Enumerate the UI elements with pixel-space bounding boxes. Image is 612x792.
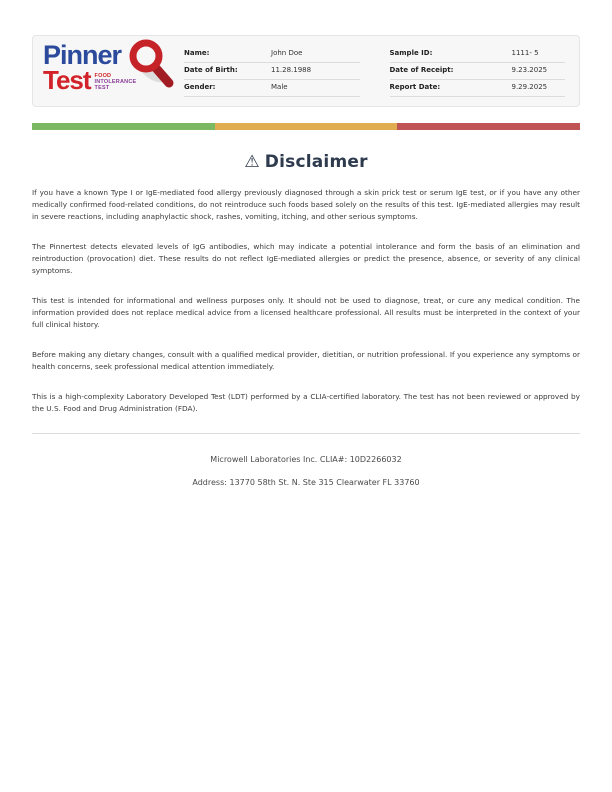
logo-word-pinner: Pinner (43, 40, 122, 70)
patient-dob-value: 11.28.1988 (271, 65, 312, 74)
magnifying-glass-icon (124, 38, 176, 94)
receipt-date-value: 9.23.2025 (511, 65, 548, 74)
sample-info-table (390, 46, 566, 97)
logo-tagline-food: FOOD (94, 73, 112, 79)
patient-gender-label: Gender: (184, 82, 216, 91)
patient-name-label: Name: (184, 48, 210, 57)
disclaimer-title-text: Disclaimer (264, 152, 368, 172)
legend-amber-segment (215, 123, 398, 130)
disclaimer-body (32, 187, 580, 415)
lab-address: Address: 13770 58th St. N. Ste 315 Clearwater FL 33760 (192, 478, 420, 487)
patient-dob-label: Date of Birth: (184, 65, 238, 74)
sample-id-value: 1111- 5 (511, 48, 539, 57)
severity-legend-bar (32, 123, 580, 130)
sample-id-row (390, 46, 566, 63)
disclaimer-heading (32, 152, 580, 172)
report-date-row (390, 80, 566, 97)
patient-name-value: John Doe (271, 48, 303, 57)
logo-tagline-test: TEST (94, 85, 110, 91)
disclaimer-paragraph-2: The Pinnertest detects elevated levels of IgG antibodies, which may indicate a potential intolerance and form the basis of an elimination and reintroduction (provocation) diet. These results do not reflect IgE-mediated allergies or predict the presence, absence, or severity of any clinical symptoms. (32, 242, 580, 275)
disclaimer-paragraph-3: This test is intended for informational and wellness purposes only. It should not be used to diagnose, treat, or cure any medical condition. The information provided does not replace medical advice from a licensed healthcare professional. All results must be interpreted in the context of your full clinical history. (32, 296, 580, 329)
lab-info: Microwell Laboratories Inc. CLIA#: 10D2266032 (210, 455, 402, 464)
warning-icon: ⚠ (244, 152, 260, 172)
legend-red-segment (397, 123, 580, 130)
report-footer (32, 455, 580, 488)
patient-info-table (184, 46, 360, 97)
disclaimer-paragraph-5: This is a high-complexity Laboratory Developed Test (LDT) performed by a CLIA-certified laboratory. The test has not been reviewed or approved by the U.S. Food and Drug Administration (FDA). (32, 392, 580, 413)
report-header (32, 35, 580, 107)
footer-divider (32, 433, 580, 434)
patient-dob-row (184, 63, 360, 80)
patient-name-row (184, 46, 360, 63)
disclaimer-paragraph-1: If you have a known Type I or IgE-mediated food allergy previously diagnosed through a skin prick test or serum IgE test, or if you have any other medically confirmed food-related conditions, do not reintroduce such foods based solely on the results of this test. IgE-mediated allergies may result in severe reactions, including anaphylactic shock, rashes, vomiting, itching, and other serious symptoms. (32, 188, 580, 221)
receipt-date-label: Date of Receipt: (389, 65, 454, 74)
report-date-value: 9.29.2025 (511, 82, 548, 91)
receipt-date-row (390, 63, 566, 80)
patient-gender-row (184, 80, 360, 97)
header-info-tables (184, 46, 565, 97)
sample-id-label: Sample ID: (389, 48, 433, 57)
logo-word-test: Test (43, 65, 91, 95)
pinnertest-logo (43, 42, 168, 100)
disclaimer-paragraph-4: Before making any dietary changes, consult with a qualified medical provider, dietitian, or nutrition professional. If you experience any symptoms or health concerns, seek professional medical attention immediately. (32, 350, 580, 371)
patient-gender-value: Male (271, 82, 288, 91)
logo-tagline-intolerance: INTOLERANCE (94, 79, 137, 85)
report-date-label: Report Date: (389, 82, 441, 91)
legend-green-segment (32, 123, 215, 130)
